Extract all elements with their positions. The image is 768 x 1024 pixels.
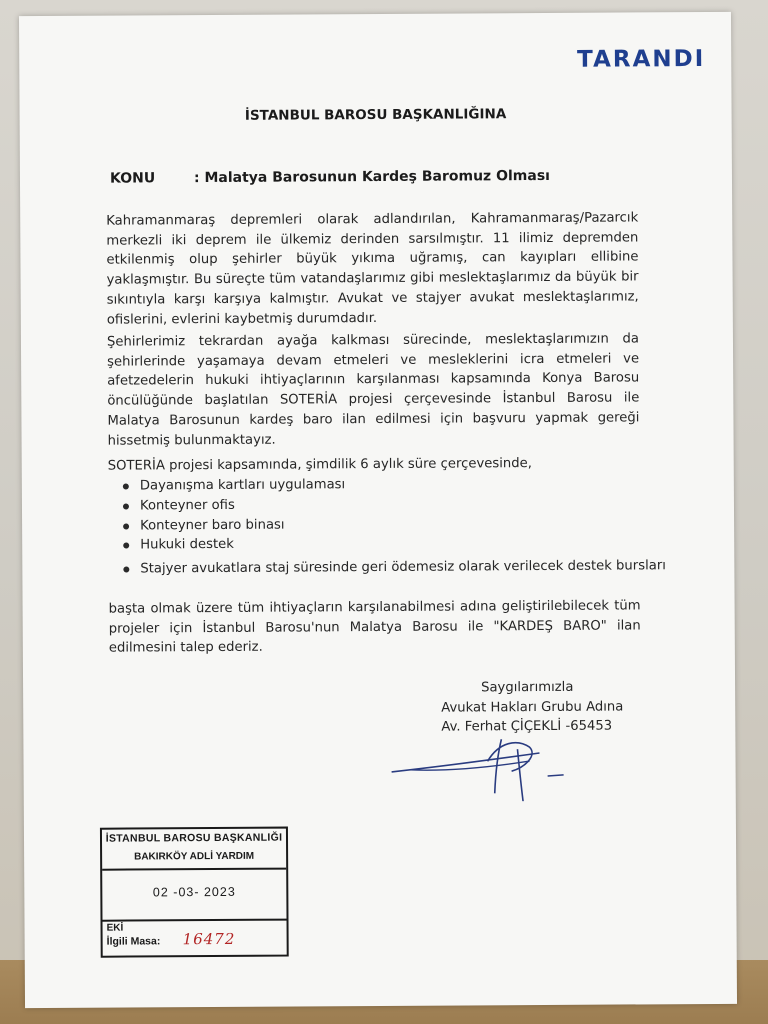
stamp-desk-label: İlgili Masa: <box>106 935 161 948</box>
closing-text: Saygılarımızla <box>481 679 574 696</box>
bullet-icon <box>123 567 129 573</box>
stamp-eki-label: EKİ <box>106 922 124 934</box>
document-heading: İSTANBUL BAROSU BAŞKANLIĞINA <box>244 106 507 124</box>
subject-text: : Malatya Barosunun Kardeş Baromuz Olması <box>193 167 550 187</box>
signer-name: Av. Ferhat ÇİÇEKLİ -65453 <box>441 718 613 735</box>
support-list <box>120 473 666 579</box>
registration-stamp <box>100 827 289 958</box>
paragraph-earthquake: Kahramanmaraş depremleri olarak adlandırılan, Kahramanmaraş/Pazarcık merkezli iki deprem ile ülkemiz derinden sarsılmıştır. 11 ilimiz depremden etkilenmiş olup şehirler büyük yıkıma uğramış, can kayıpları ellibine yaklaşmıştır. Bu süreçte tüm vatandaşlarımız gibi meslektaşlarımız da büyük bir sıkıntıyla karşı karşıya kalmıştır. Avukat ve stajyer avukat meslektaşlarımız, ofislerini, evlerini kaybetmiş durumdadır. <box>106 210 639 328</box>
list-item: Hukuki destek <box>120 533 666 556</box>
bullet-icon <box>123 523 129 529</box>
list-item: Konteyner baro binası <box>120 513 666 536</box>
subject-line <box>110 168 550 187</box>
signature-block <box>441 678 623 738</box>
paragraph-request: Şehirlerimiz tekrardan ayağa kalkması sürecinde, meslektaşlarımızın da şehirlerinde yaşamaya devam etmeleri ve mesleklerini icra etmeleri ve afetzedelerin hukuki ihtiyaçlarının karşılanması kapsamında Konya Barosu öncülüğünde başlatılan SOTERİA projesi çerçevesinde İstanbul Barosu ile Malatya Barosunun kardeş baro ilan edilmesi için başvuru yapmak gereği hissetmiş bulunmaktayız. <box>106 331 640 449</box>
list-item: Konteyner ofis <box>120 493 666 516</box>
bullet-icon <box>123 543 129 549</box>
stamp-office: İSTANBUL BAROSU BAŞKANLIĞI <box>105 831 283 845</box>
list-item: Dayanışma kartları uygulaması <box>120 473 666 496</box>
paragraph-closing-request: başta olmak üzere tüm ihtiyaçların karşılanabilmesi adına geliştirilebilecek tüm projeler için İstanbul Barosu'nun Malatya Barosu ile "KARDEŞ BARO" ilan edilmesini talep ederiz. <box>108 598 641 657</box>
paragraph-soteria-intro: SOTERİA projesi kapsamında, şimdilik 6 aylık süre çerçevesinde, <box>107 456 532 474</box>
stamp-desk-number: 16472 <box>182 929 236 949</box>
stamp-divider <box>102 868 286 871</box>
subject-label: KONU <box>109 170 156 187</box>
document-page <box>19 12 737 1008</box>
list-item: Stajyer avukatlara staj süresinde geri ödemesiz olarak verilecek destek bursları <box>120 556 666 579</box>
brand-logo: TARANDI <box>577 45 706 73</box>
stamp-divider <box>102 919 286 922</box>
stamp-date: 02 -03- 2023 <box>152 884 236 900</box>
handwritten-signature <box>389 731 569 802</box>
bullet-icon <box>123 484 129 490</box>
bullet-icon <box>123 503 129 509</box>
stamp-department: BAKIRKÖY ADLİ YARDIM <box>134 850 255 863</box>
group-name: Avukat Hakları Grubu Adına <box>441 699 624 716</box>
